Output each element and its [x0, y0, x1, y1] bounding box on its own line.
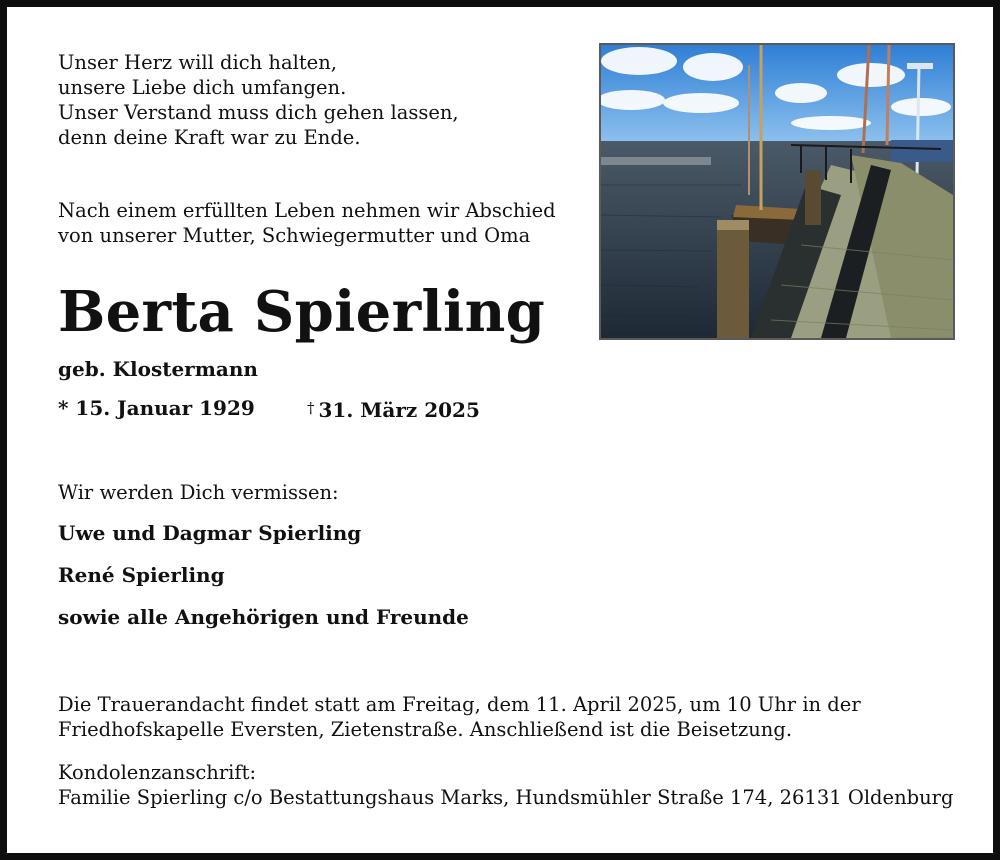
condolence-address	[58, 760, 953, 810]
death-date: 31. März 2025	[318, 398, 480, 422]
condolence-heading: Kondolenzanschrift:	[58, 761, 257, 784]
poem-line: denn deine Kraft war zu Ende.	[58, 126, 361, 149]
birth-date: * 15. Januar 1929	[58, 396, 255, 420]
intro-line: von unserer Mutter, Schwiegermutter und Oma	[58, 224, 531, 247]
mourner-name: sowie alle Angehörigen und Freunde	[58, 605, 469, 629]
death-date-group	[307, 395, 480, 423]
service-line: Die Trauerandacht findet statt am Freitag, dem 11. April 2025, um 10 Uhr in der	[58, 693, 861, 716]
farewell-intro	[58, 198, 556, 248]
service-info	[58, 692, 861, 742]
harbor-photo	[599, 43, 955, 340]
poem-line: Unser Verstand muss dich gehen lassen,	[58, 101, 459, 124]
mourner-name: Uwe und Dagmar Spierling	[58, 521, 362, 545]
harbor-image	[601, 45, 953, 338]
service-line: Friedhofskapelle Eversten, Zietenstraße. Anschließend ist die Beisetzung.	[58, 718, 793, 741]
poem-line: Unser Herz will dich halten,	[58, 51, 337, 74]
poem-line: unsere Liebe dich umfangen.	[58, 76, 347, 99]
birth-name: geb. Klostermann	[58, 357, 258, 381]
cross-icon: †	[307, 399, 315, 417]
poem-verse	[58, 50, 459, 150]
condolence-line: Familie Spierling c/o Bestattungshaus Marks, Hundsmühler Straße 174, 26131 Oldenburg	[58, 786, 954, 809]
intro-line: Nach einem erfüllten Leben nehmen wir Abschied	[58, 199, 556, 222]
mourners-heading: Wir werden Dich vermissen:	[58, 481, 339, 504]
mourner-name: René Spierling	[58, 563, 225, 587]
deceased-name: Berta Spierling	[58, 279, 546, 345]
